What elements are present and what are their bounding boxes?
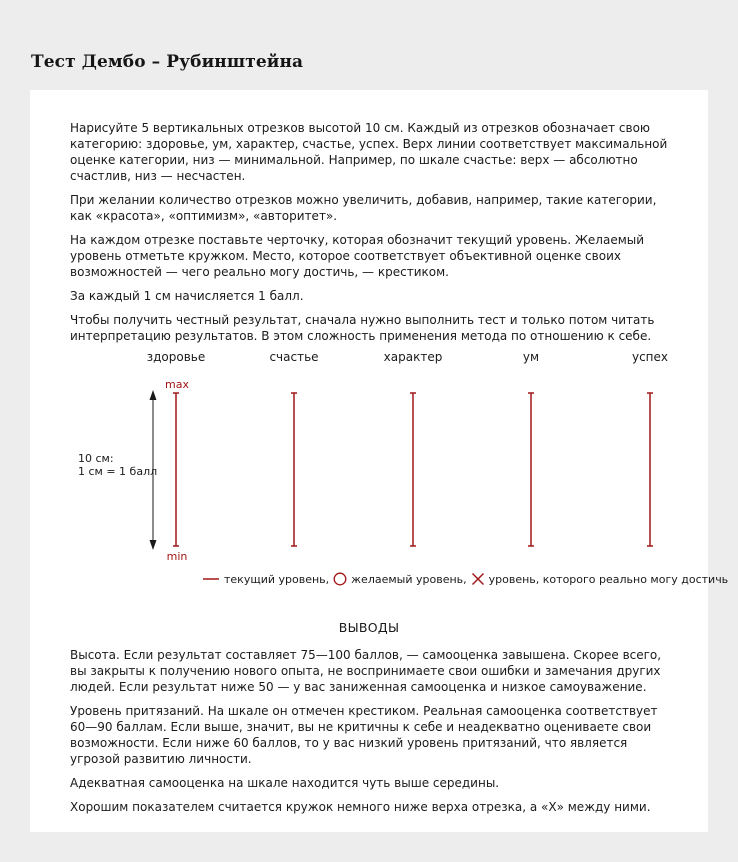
- max-label: max: [165, 378, 189, 391]
- instructions: [70, 120, 670, 352]
- instruction-paragraph: При желании количество отрезков можно увеличить, добавив, например, такие категории, как «красота», «оптимизм», «авторитет».: [70, 193, 657, 223]
- scale-line-happiness: [291, 393, 297, 546]
- conclusion-paragraph: Высота. Если результат составляет 75—100 баллов, — самооценка завышена. Скорее всего, вы закрыты к получению нового опыта, не воспринимаете свои ошибки и замечания других людей. Если результат ниже 50 — у вас заниженная самооценка и низкое самоуважение.: [70, 648, 662, 694]
- scale-label-happiness: счастье: [269, 350, 319, 364]
- legend-desired-label: желаемый уровень,: [351, 572, 467, 586]
- current-level-dash-icon: [202, 574, 220, 584]
- desired-level-circle-icon: [333, 572, 347, 586]
- instruction-paragraph: Чтобы получить честный результат, сначала нужно выполнить тест и только потом читать интерпретацию результатов. В этом сложность применения метода по отношению к себе.: [70, 313, 655, 343]
- legend-realistic-label: уровень, которого реально могу достичь: [488, 572, 729, 586]
- page-title: Тест Дембо – Рубинштейна: [31, 52, 304, 72]
- min-label: min: [166, 550, 188, 563]
- measure-note: [78, 452, 157, 478]
- instruction-paragraph: На каждом отрезке поставьте черточку, которая обозначит текущий уровень. Желаемый уровень отметьте кружком. Место, которое соответствует объективной оценке своих возможностей — чего реально могу достичь, — крестиком.: [70, 233, 645, 279]
- scale-line-success: [647, 393, 653, 546]
- content-card: [30, 90, 729, 832]
- scale-line-mind: [528, 393, 534, 546]
- conclusions: [70, 647, 670, 823]
- legend: [202, 572, 728, 586]
- instruction-paragraph: Нарисуйте 5 вертикальных отрезков высотой 10 см. Каждый из отрезков обозначает свою категорию: здоровье, ум, характер, счастье, успех. Верх линии соответствует максимальной оценке категории, низ — минимальной. Например, по шкале счастье: верх — абсолютно счастлив, низ — несчастен.: [70, 121, 668, 183]
- legend-current-label: текущий уровень,: [224, 572, 330, 586]
- conclusion-paragraph: Уровень притязаний. На шкале он отмечен крестиком. Реальная самооценка соответствует 60—90 баллам. Если выше, значит, вы не критичны к себе и неадекватно оцениваете свои возможности. Если ниже 60 баллов, то у вас низкий уровень притязаний, что является угрозой развитию личности.: [70, 704, 658, 766]
- scale-line-health: [173, 393, 179, 546]
- instruction-paragraph: За каждый 1 см начисляется 1 балл.: [70, 289, 304, 303]
- scales-diagram: [30, 340, 729, 605]
- realistic-level-cross-icon: [471, 572, 485, 586]
- scale-label-character: характер: [383, 350, 443, 364]
- measure-note-line: 10 см:: [78, 452, 114, 465]
- measure-note-line: 1 см = 1 балл: [78, 465, 158, 478]
- scale-label-health: здоровье: [146, 350, 206, 364]
- conclusions-heading: ВЫВОДЫ: [338, 620, 400, 635]
- scale-line-character: [410, 393, 416, 546]
- conclusion-paragraph: Адекватная самооценка на шкале находится чуть выше середины.: [70, 776, 500, 790]
- scale-label-mind: ум: [522, 350, 540, 364]
- scale-label-success: успех: [631, 350, 669, 364]
- conclusion-paragraph: Хорошим показателем считается кружок немного ниже верха отрезка, а «Х» между ними.: [70, 800, 651, 814]
